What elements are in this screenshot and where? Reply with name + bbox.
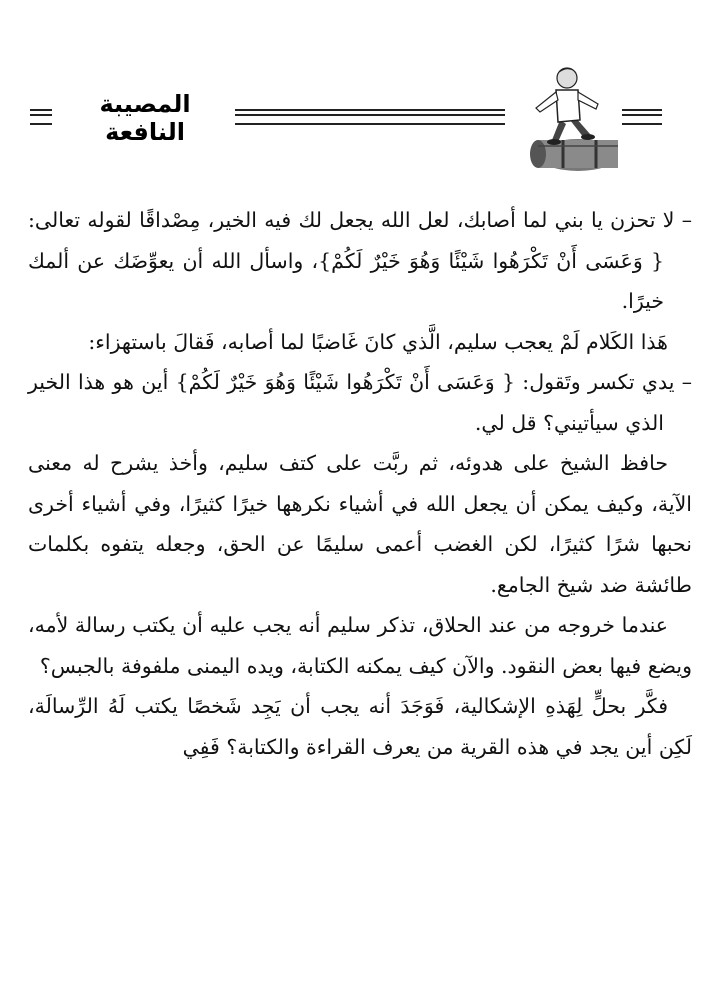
boy-on-barrel-icon xyxy=(508,60,620,180)
header-rule-right xyxy=(622,109,662,125)
paragraph-2: هَذا الكَلام لَمْ يعجب سليم، الَّذي كانَ غَاضبًا لما أصابه، فَقالَ باستهزاء: xyxy=(88,329,668,354)
paragraph-6: فكَّر بحلٍّ لِهَذهِ الإشكالية، فَوَجَدَ أنه يجب أن يَجِد شَخصًا يكتب لَهُ الرِّسالَة، لَكِن أين يجد في هذه القرية من يعرف القراءة والكتابة؟ فَفِي xyxy=(28,694,692,759)
paragraph-3: – يدي تكسر وتَقول: { وَعَسَى أَنْ تَكْرَهُوا شَيْئًا وَهُوَ خَيْرٌ لَكُمْ} أين هو هذا الخير الذي سيأتيني؟ قل لي. xyxy=(28,370,692,435)
header-rule-middle xyxy=(235,109,505,125)
paragraph-1: – لا تحزن يا بني لما أصابك، لعل الله يجعل لك فيه الخير، مِصْداقًا لقوله تعالى: { وَعَسَى أَنْ تَكْرَهُوا شَيْئًا وَهُوَ خَيْرٌ لَكُمْ}، واسأل الله أن يعوِّضَك عن ألمك خيرًا. xyxy=(28,208,692,313)
paragraph-5: عندما خروجه من عند الحلاق، تذكر سليم أنه يجب عليه أن يكتب رسالة لأمه، ويضع فيها بعض النقود. والآن كيف يمكنه الكتابة، ويده اليمنى ملفوفة بالجبس؟ xyxy=(28,613,692,678)
paragraph-4: حافظ الشيخ على هدوئه، ثم ربَّت على كتف سليم، وأخذ يشرح له معنى الآية، وكيف يمكن أن يجعل الله في أشياء نكرهها خيرًا كثيرًا، وفي أشياء أخرى نحبها شرًا كثيرًا، لكن الغضب أعمى سليمًا عن الحق، وجعله يتفوه بكلمات طائشة ضد شيخ الجامع. xyxy=(28,451,692,597)
chapter-title: المصيبة النافعة xyxy=(99,90,191,146)
body-text xyxy=(28,200,692,767)
chapter-header xyxy=(30,60,690,180)
header-rule-left xyxy=(30,109,52,125)
